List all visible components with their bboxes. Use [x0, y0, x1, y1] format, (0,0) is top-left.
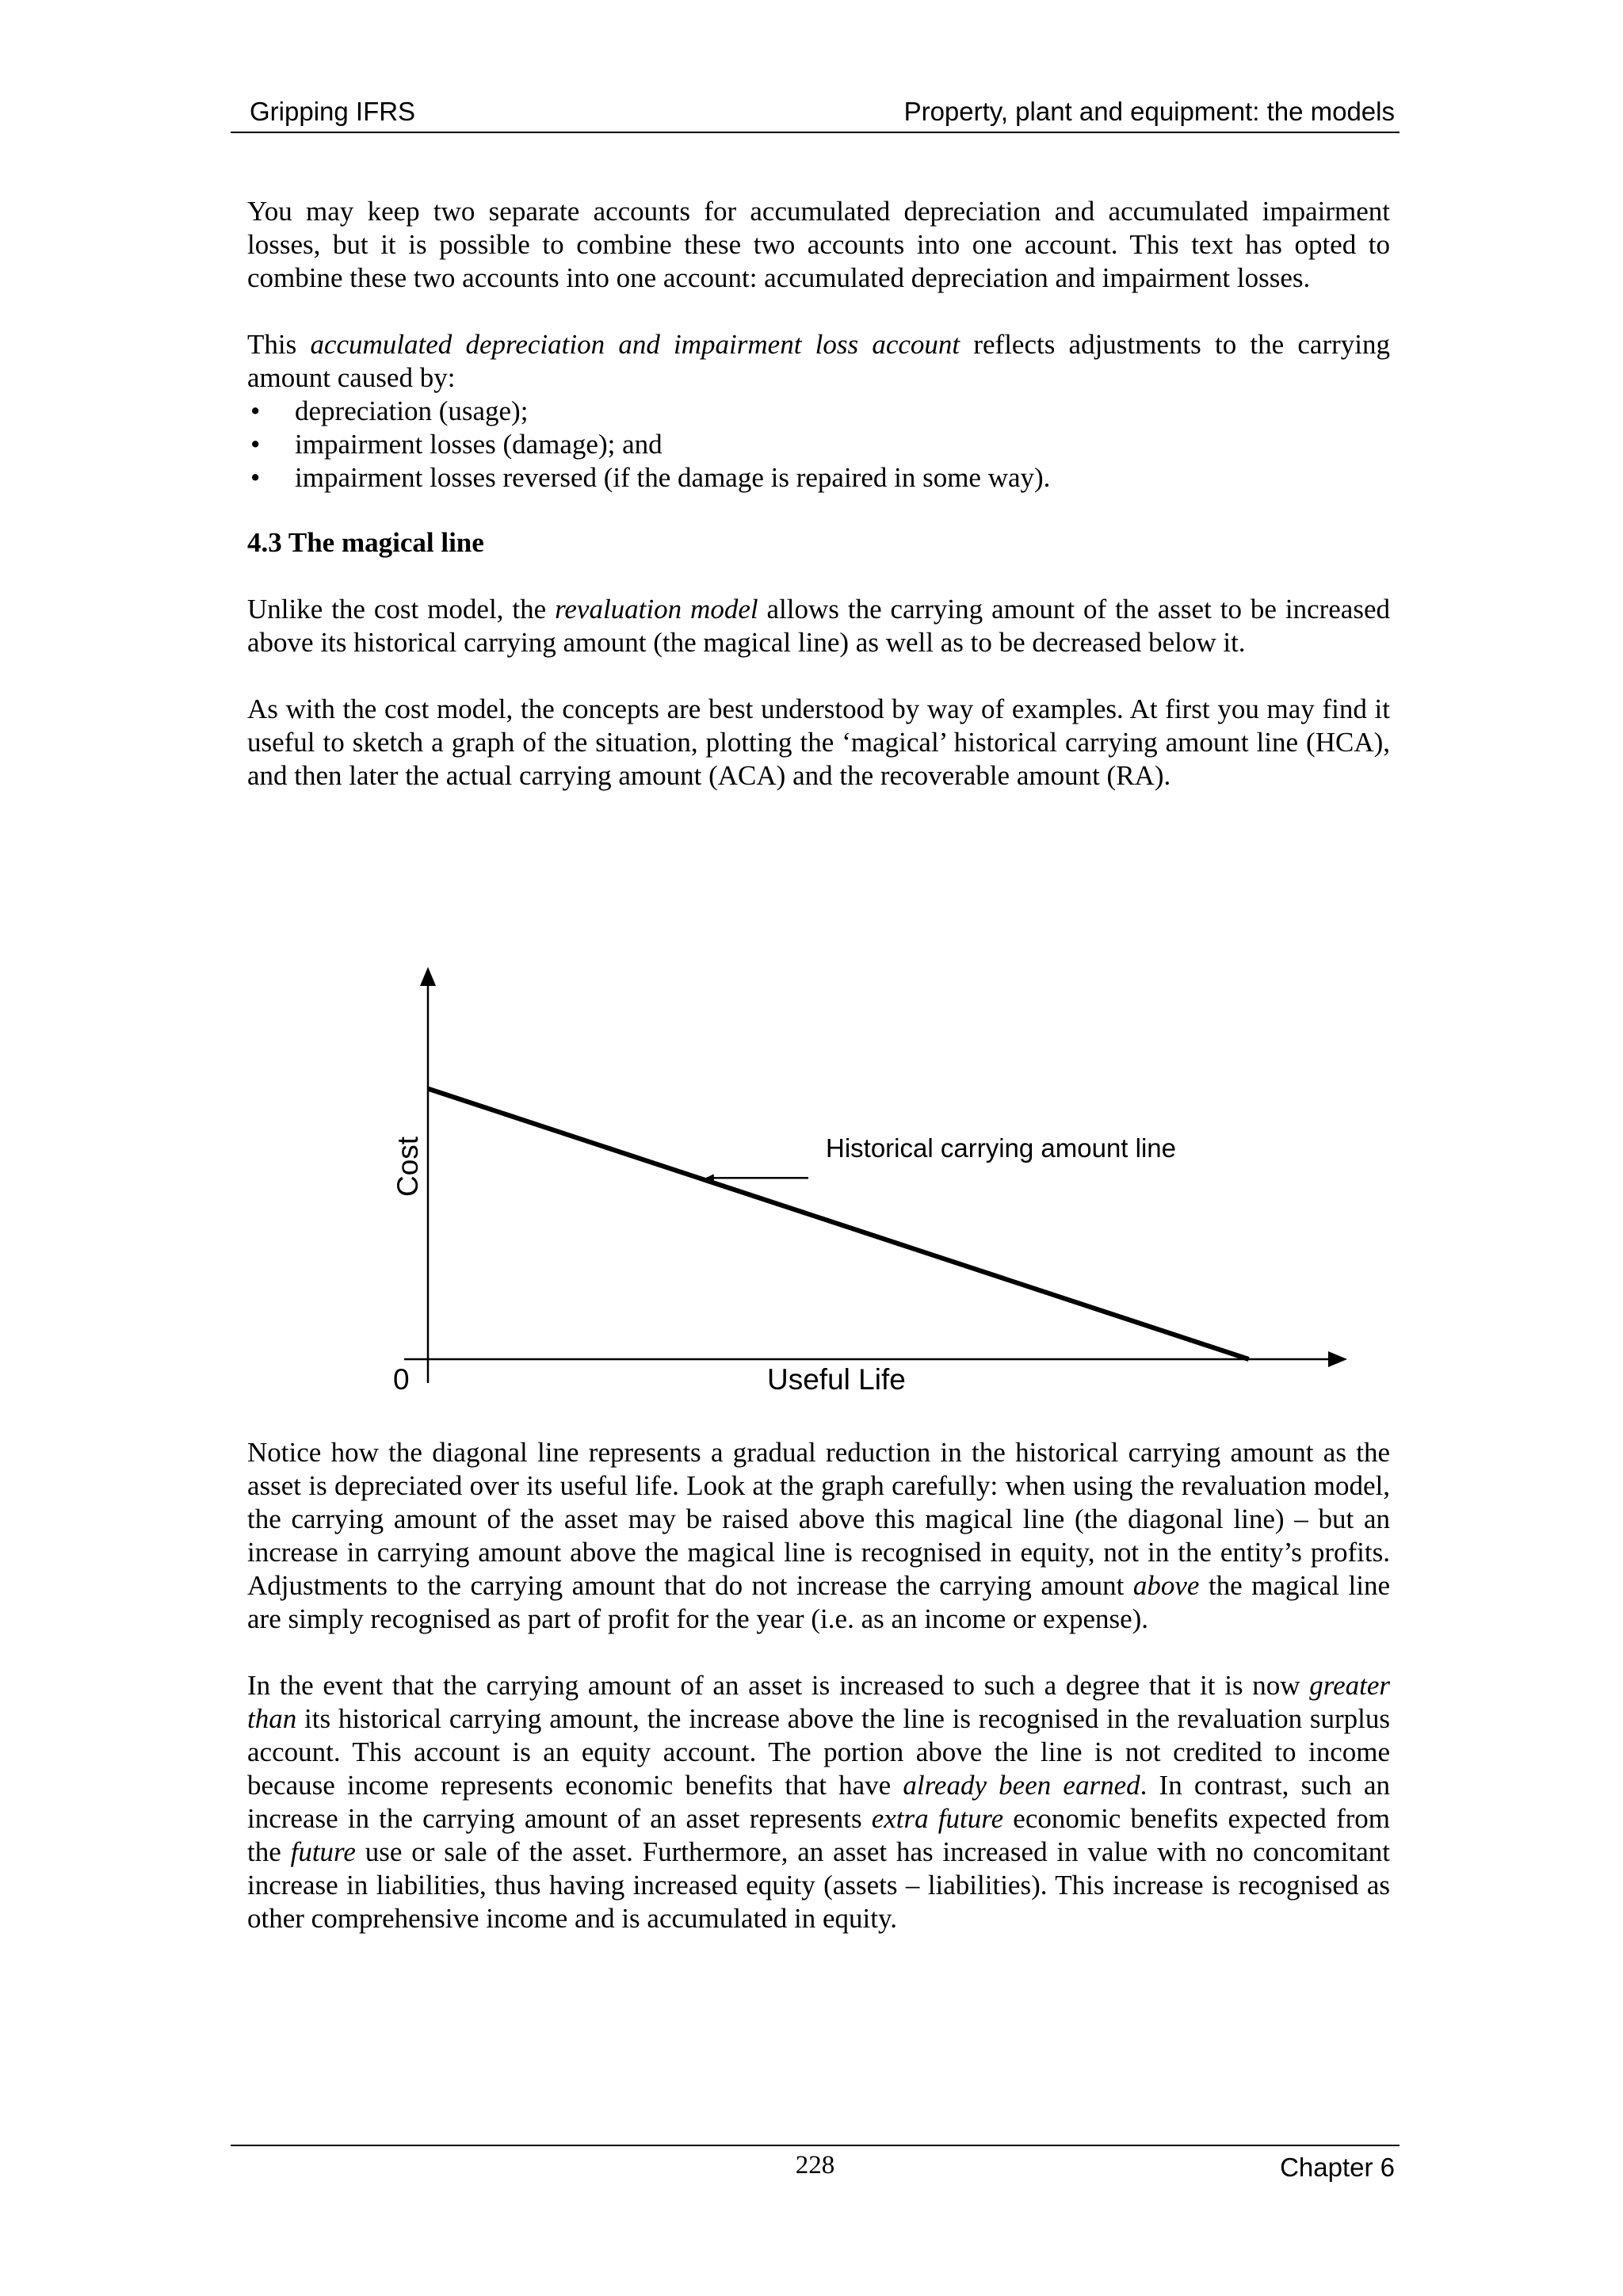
text-run: In the event that the carrying amount of an asset is increased to such a degree that it is now: [247, 1670, 1310, 1701]
emphasis-text: already been earned: [903, 1770, 1140, 1801]
body-text-bottom: [247, 1436, 1390, 1935]
section-heading: 4.3 The magical line: [247, 527, 484, 558]
x-axis-label: Useful Life: [767, 1363, 906, 1396]
text-run: . In contrast, such an increase in the carrying amount of an asset represents: [247, 1770, 1390, 1834]
paragraph-revaluation-surplus: [247, 1669, 1390, 1935]
text-run: Notice how the diagonal line represents a gradual reduction in the historical carrying amount as the asset is depreciated over its useful life. Look at the graph carefully: when using the revaluation model, the carrying amount of the asset may be raised above this magical line (the diagonal line) – but an increase in carrying amount above the magical line is recognised in equity, not in the entity’s profits. Adjustments to the carrying amount that do not increase the carrying amount: [247, 1437, 1390, 1601]
footer-chapter: Chapter 6: [1280, 2153, 1395, 2182]
emphasis-text: accumulated depreciation and impairment loss account: [310, 329, 960, 360]
list-item: • impairment losses reversed (if the damage is repaired in some way).: [247, 461, 1390, 495]
hca-chart-svg: [365, 959, 1355, 1419]
emphasis-text: greater than: [247, 1670, 1390, 1734]
emphasis-text: above: [1132, 1570, 1200, 1601]
body-text-top: [247, 195, 1390, 793]
hca-line: [428, 1089, 1249, 1359]
text-run: Unlike the cost model, the: [247, 594, 556, 625]
page-header: [231, 94, 1400, 133]
text-run: the magical line are simply recognised as part of profit for the year (i.e. as an income or expense).: [247, 1570, 1390, 1634]
text-run: This: [247, 329, 311, 360]
paragraph-revaluation-model: [247, 593, 1390, 659]
text-run: reflects adjustments to the carrying amount caused by:: [247, 329, 1390, 393]
header-chapter-title: Property, plant and equipment: the models: [903, 97, 1395, 126]
text-run: use or sale of the asset. Furthermore, an asset has increased in value with no concomitant increase in liabilities, thus having increased equity (assets – liabilities). This increase is recognised as other comprehensive income and is accumulated in equity.: [247, 1836, 1390, 1934]
list-item: • impairment losses (damage); and: [247, 428, 1390, 461]
x-axis-arrowhead: [1328, 1351, 1347, 1367]
text-run: its historical carrying amount, the increase above the line is recognised in the revaluation surplus account. This account is an equity account. The portion above the line is not credited to income because income represents economic benefits that have: [247, 1703, 1390, 1801]
paragraph-examples: As with the cost model, the concepts are best understood by way of examples. At first you may find it useful to sketch a graph of the situation, plotting the ‘magical’ historical carrying amount line (HCA), and then later the actual carrying amount (ACA) and the recoverable amount (RA).: [247, 693, 1390, 791]
emphasis-text: revaluation model: [555, 594, 758, 625]
paragraph-accounts: You may keep two separate accounts for accumulated depreciation and accumulated impairment losses, but it is possible to combine these two accounts into one account. This text has opted to combine these two accounts into one account: accumulated depreciation and impairment losses.: [247, 196, 1390, 293]
adjustments-list: [247, 395, 1390, 495]
text-run: allows the carrying amount of the asset to be increased above its historical carrying amount (the magical line) as well as to be decreased below it.: [247, 594, 1390, 658]
paragraph-diagonal-line: [247, 1436, 1390, 1636]
emphasis-text: extra future: [871, 1803, 1004, 1834]
y-axis-arrowhead: [420, 967, 436, 986]
emphasis-text: future: [290, 1836, 356, 1867]
text-run: economic benefits expected from the: [247, 1803, 1390, 1867]
header-book-title: Gripping IFRS: [250, 97, 416, 126]
page-number: 228: [795, 2151, 835, 2179]
line-annotation: Historical carrying amount line: [826, 1133, 1177, 1163]
paragraph-accumulated-account: [247, 328, 1390, 395]
page-footer: [231, 2145, 1400, 2186]
list-item: • depreciation (usage);: [247, 395, 1390, 428]
origin-label: 0: [393, 1363, 410, 1396]
y-axis-label: Cost: [391, 1136, 424, 1197]
hca-graph: [365, 959, 1355, 1419]
